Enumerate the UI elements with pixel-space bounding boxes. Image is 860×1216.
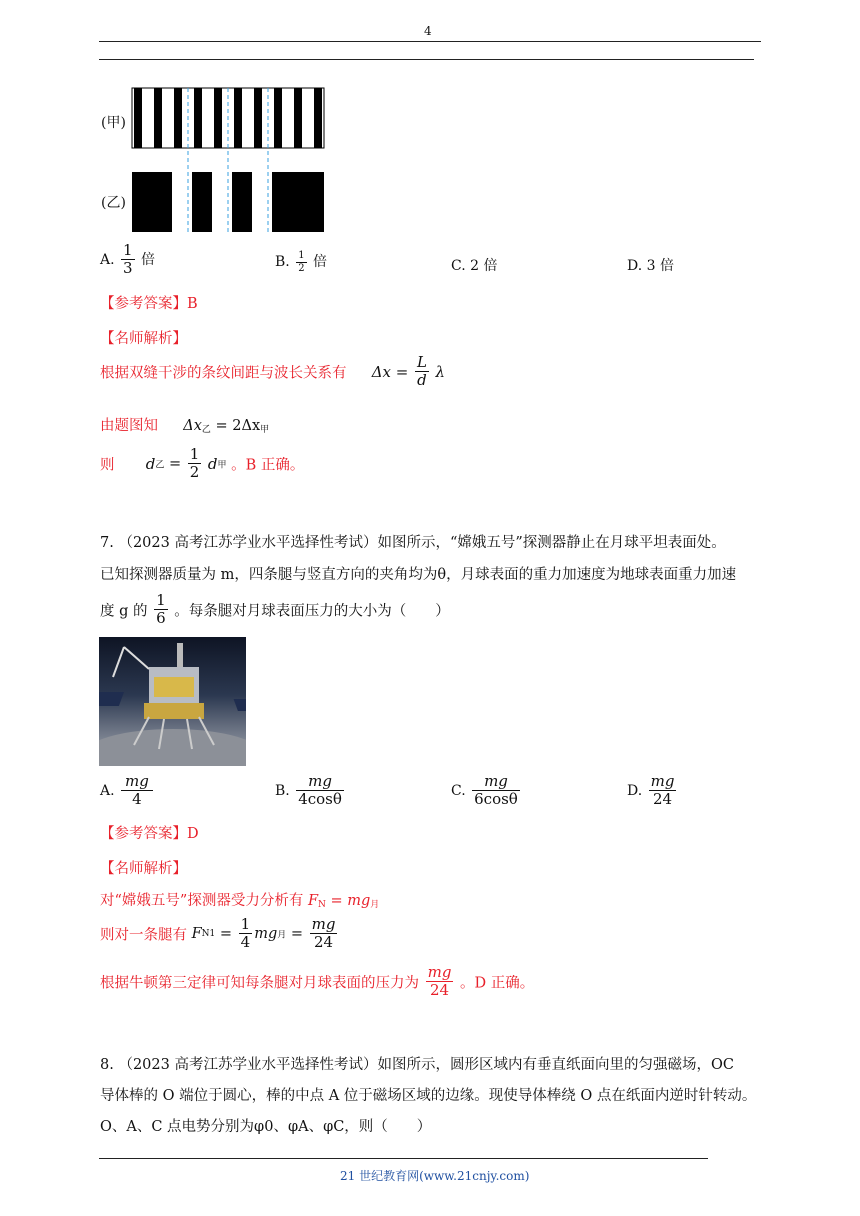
q7-analysis-line-3: 根据牛顿第三定律可知每条腿对月球表面的压力为 $\frac{mg}{24}$ 。D 正确。 xyxy=(100,963,535,1000)
figure-label-yi: (乙) xyxy=(101,195,126,211)
q7-stem-line-1: 7. （2023 高考江苏学业水平选择性考试）如图所示，“嫦娥五号”探测器静止在月球平坦表面处。 xyxy=(100,535,726,551)
q8-stem-line-3: O、A、C 点电势分别为φ0、φA、φC，则（ ） xyxy=(100,1119,432,1135)
q6-answer: 【参考答案】B xyxy=(100,296,198,312)
q7-option-c: C. $\frac{mg}{6\cos\theta}$ xyxy=(451,772,518,809)
q6-analysis-line-1: 根据双缝干涉的条纹间距与波长关系有 Δx = $\frac{L}{d}$ λ xyxy=(100,353,446,390)
q8-stem-line-1: 8. （2023 高考江苏学业水平选择性考试）如图所示，圆形区域内有垂直纸面向里的匀强磁场，OC xyxy=(100,1057,734,1073)
q7-analysis-line-1: 对“嫦娥五号”探测器受力分析有 $F_N = mg_月$ xyxy=(100,893,380,910)
q6-analysis-line-2: 由题图知 $\Delta x_乙 = 2\Delta x_甲$ xyxy=(100,418,270,435)
q7-stem-line-2: 已知探测器质量为 m，四条腿与竖直方向的夹角均为θ，月球表面的重力加速度为地球表面重力加速 xyxy=(100,567,737,583)
q6-analysis-line-3: 则 d乙 = $\frac{1}{2}$ d甲 。B 正确。 xyxy=(100,445,305,482)
q6-option-a: A. $\frac{1}{3}$ 倍 xyxy=(100,241,156,278)
q8-stem-line-2: 导体棒的 O 端位于圆心，棒的中点 A 位于磁场区域的边缘。现使导体棒绕 O 点在纸面内逆时针转动。 xyxy=(100,1088,757,1104)
q6-option-d: D. 3 倍 xyxy=(627,258,674,274)
q7-answer: 【参考答案】D xyxy=(100,826,199,842)
q7-analysis-line-2: 则对一条腿有 FN1 = $\frac{1}{4}$ mg月 = $\frac{mg}{24}$ xyxy=(100,915,336,952)
q7-analysis-title: 【名师解析】 xyxy=(100,861,187,877)
page-number: 4 xyxy=(424,24,432,38)
footer-text: 21 世纪教育网(www.21cnjy.com) xyxy=(340,1169,530,1183)
interference-fringe-figure xyxy=(130,86,326,234)
q7-stem-line-3: 度 g 的 $\frac{1}{6}$ 。每条腿对月球表面压力的大小为（ ） xyxy=(100,591,450,628)
figure-label-jia: (甲) xyxy=(101,115,126,131)
q6-option-c: C. 2 倍 xyxy=(451,258,498,274)
header-rule-top xyxy=(99,41,761,42)
lander-photo xyxy=(99,637,246,766)
header-rule-bottom xyxy=(99,59,754,60)
q6-analysis-title: 【名师解析】 xyxy=(100,331,187,347)
q7-option-a: A. $\frac{mg}{4}$ xyxy=(100,773,155,809)
q7-option-b: B. $\frac{mg}{4\cos\theta}$ xyxy=(275,772,342,809)
q6-option-b: B. $\frac{1}{2}$ 倍 xyxy=(275,250,328,274)
q7-option-d: D. $\frac{mg}{24}$ xyxy=(627,772,675,809)
footer-rule xyxy=(99,1158,708,1159)
